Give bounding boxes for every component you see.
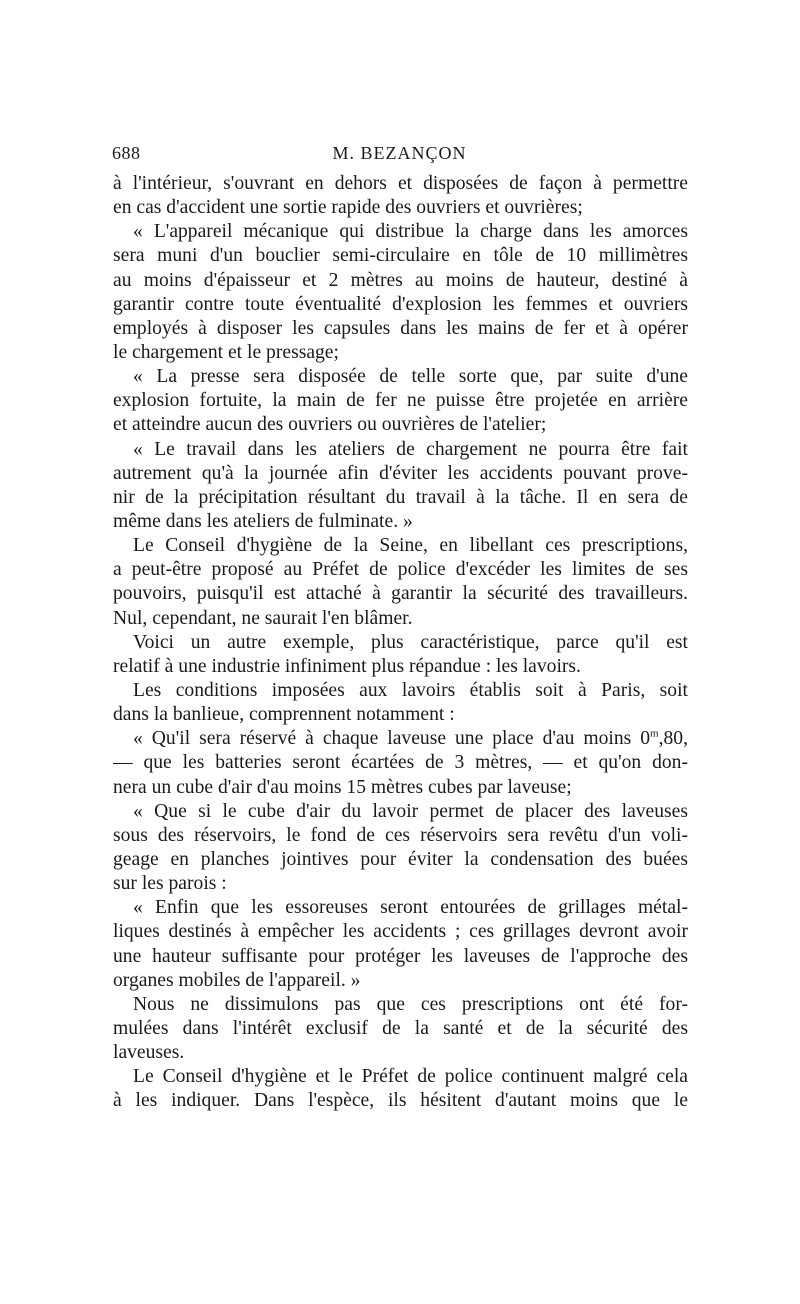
text-line: laveuses.	[113, 1042, 185, 1064]
text-line: nir de la précipitation résultant du travail à la tâche. Il en sera de	[113, 486, 688, 508]
text-segment: « Qu'il sera réservé à chaque laveuse une place d'au moins 0	[133, 728, 651, 750]
text-line: Nous ne dissimulons pas que ces prescriptions ont été for-	[133, 993, 688, 1015]
text-line: a peut-être proposé au Préfet de police d'excéder les limites de ses	[113, 559, 688, 581]
text-line: dans la banlieue, comprennent notamment :	[113, 704, 455, 726]
text-line: employés à disposer les capsules dans les mains de fer et à opérer	[113, 317, 688, 339]
text-line: le chargement et le pressage;	[113, 341, 339, 363]
text-line: Nul, cependant, ne saurait l'en blâmer.	[113, 607, 413, 629]
page-number: 688	[112, 143, 141, 163]
text-line: en cas d'accident une sortie rapide des ouvriers et ouvrières;	[113, 197, 583, 219]
text-line: — que les batteries seront écartées de 3 mètres, — et qu'on don-	[113, 752, 688, 774]
text-line: pouvoirs, puisqu'il est attaché à garantir la sécurité des travailleurs.	[113, 583, 688, 605]
text-line: « Le travail dans les ateliers de chargement ne pourra être fait	[133, 438, 688, 460]
text-line: Voici un autre exemple, plus caractéristique, parce qu'il est	[133, 631, 688, 653]
text-line: sur les parois :	[113, 873, 227, 895]
text-line: liques destinés à empêcher les accidents ; ces grillages devront avoir	[113, 921, 688, 943]
text-segment: ,80,	[658, 728, 688, 750]
text-line: mulées dans l'intérêt exclusif de la santé et de la sécurité des	[113, 1017, 688, 1039]
running-title: M. BEZANÇON	[332, 143, 467, 163]
unit-superscript: m	[650, 727, 659, 740]
text-line: relatif à une industrie infiniment plus répandue : les lavoirs.	[113, 655, 581, 677]
text-line: une hauteur suffisante pour protéger les laveuses de l'approche des	[113, 945, 688, 967]
body-text	[113, 172, 688, 1113]
text-line: sera muni d'un bouclier semi-circulaire en tôle de 10 millimètres	[113, 245, 688, 267]
page-header	[112, 143, 687, 169]
text-line: à l'intérieur, s'ouvrant en dehors et disposées de façon à permettre	[113, 173, 688, 194]
text-line: Le Conseil d'hygiène de la Seine, en libellant ces prescriptions,	[133, 535, 688, 557]
text-line: sous des réservoirs, le fond de ces réservoirs sera revêtu d'un voli-	[113, 824, 688, 846]
text-line: « La presse sera disposée de telle sorte que, par suite d'une	[133, 366, 688, 388]
text-line: autrement qu'à la journée afin d'éviter les accidents pouvant prove-	[113, 462, 688, 484]
text-line: au moins d'épaisseur et 2 mètres au moins de hauteur, destiné à	[113, 269, 688, 291]
text-line: nera un cube d'air d'au moins 15 mètres cubes par laveuse;	[113, 776, 572, 798]
text-line: « Enfin que les essoreuses seront entourées de grillages métal-	[133, 897, 688, 919]
text-line: garantir contre toute éventualité d'explosion les femmes et ouvriers	[113, 293, 688, 315]
text-line: geage en planches jointives pour éviter la condensation des buées	[113, 848, 688, 870]
text-line: et atteindre aucun des ouvriers ou ouvrières de l'atelier;	[113, 414, 547, 436]
text-line: à les indiquer. Dans l'espèce, ils hésitent d'autant moins que le	[113, 1090, 688, 1112]
text-line	[113, 727, 688, 751]
text-line: même dans les ateliers de fulminate. »	[113, 510, 413, 532]
text-line: Les conditions imposées aux lavoirs établis soit à Paris, soit	[133, 679, 688, 701]
text-line: « Que si le cube d'air du lavoir permet de placer des laveuses	[133, 800, 688, 822]
text-line: explosion fortuite, la main de fer ne puisse être projetée en arrière	[113, 390, 688, 412]
text-line: organes mobiles de l'appareil. »	[113, 969, 361, 991]
text-line: « L'appareil mécanique qui distribue la charge dans les amorces	[133, 221, 688, 243]
text-line: Le Conseil d'hygiène et le Préfet de police continuent malgré cela	[133, 1066, 688, 1088]
